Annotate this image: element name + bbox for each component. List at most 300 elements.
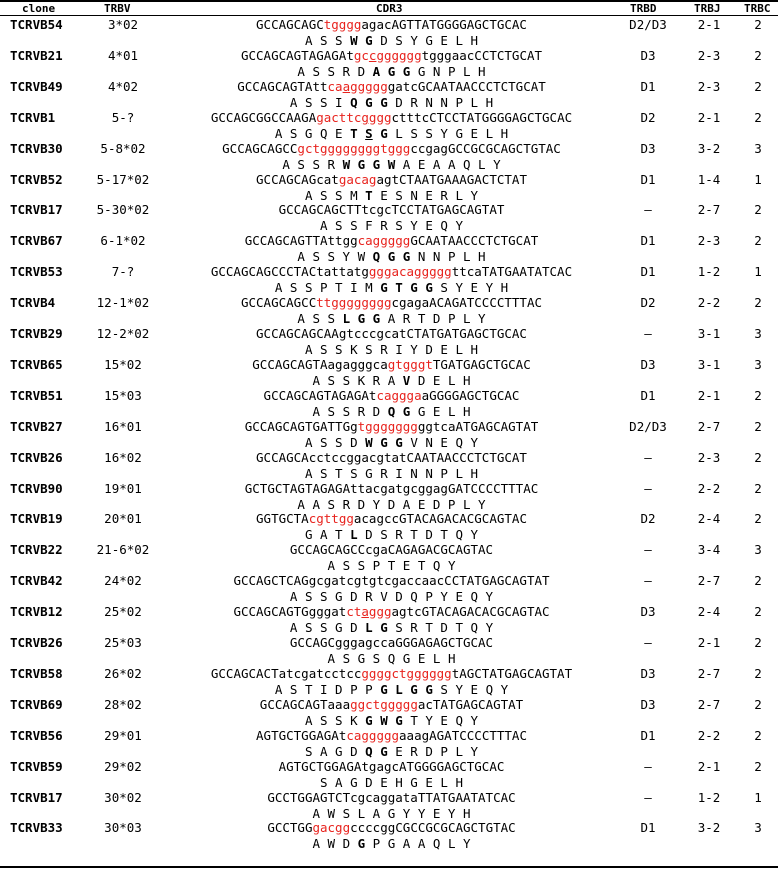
clone-name: TCRVB49 xyxy=(10,78,63,94)
n-region-segment: caggggg xyxy=(357,233,411,249)
trbv-gene: 25*03 xyxy=(104,635,142,650)
trbv-gene: 12-1*02 xyxy=(96,295,150,311)
trbv-gene: 29*01 xyxy=(104,727,142,743)
sequence-segment: GCTGCTAGTAGAGAttacgatgcggagGATCCCCTTTAC xyxy=(244,480,539,496)
cdr3-amino-acid xyxy=(164,775,619,790)
sequence-segment: A S S R D xyxy=(312,403,388,419)
trbd-gene: – xyxy=(644,202,652,218)
n-region-segment: ttgggggggg xyxy=(316,295,392,311)
sequence-segment: aaagAGATCCCCTTTAC xyxy=(399,727,527,743)
trbj-gene: 2-1 xyxy=(697,387,721,403)
trbv-gene: 5-8*02 xyxy=(100,140,146,156)
sequence-segment: AGTGCTGGAGAt xyxy=(256,727,347,743)
cdr3-nucleotide xyxy=(164,326,619,341)
trbc-gene: 3 xyxy=(754,542,762,558)
sequence-segment: acagccGTACAGACACGCAGTAC xyxy=(353,511,527,527)
sequence-segment: agtCTAATGAAAGACTCTAT xyxy=(376,171,527,187)
sequence-segment: A S S D xyxy=(304,434,366,450)
trbc-gene: 2 xyxy=(754,78,762,94)
trbv-gene: 20*01 xyxy=(104,511,142,527)
cdr3-nucleotide xyxy=(164,573,619,588)
sequence-segment: GGTGCTA xyxy=(256,511,309,527)
trbd-gene: – xyxy=(644,758,652,774)
cdr3-amino-acid xyxy=(164,95,619,110)
trbj-gene: 3-2 xyxy=(697,140,721,156)
sequence-segment: tAGCTATGAGCAGTAT xyxy=(451,665,573,681)
sequence-segment: tgggaacCCTCTGCAT xyxy=(421,47,543,63)
sequence-segment: GCCAGCTCAGgcgatcgtgtcgaccaacCCTATGAGCAGTAT xyxy=(233,573,550,589)
trbc-gene: 2 xyxy=(754,604,762,620)
trbv-gene: 15*03 xyxy=(104,387,142,403)
sequence-segment: GCCAGCAGTAGAGAt xyxy=(240,47,354,63)
trbc-gene: 2 xyxy=(754,665,762,681)
sequence-segment: S A G D E H G E L H xyxy=(320,774,463,790)
clone-name: TCRVB21 xyxy=(10,47,63,63)
sequence-segment: GCCAGCAGCCCTACtattatg xyxy=(210,264,369,280)
trbd-gene: D2 xyxy=(640,511,656,527)
sequence-segment: GCCTGGAGTCTcgcaggataTTATGAATATCAC xyxy=(267,789,516,805)
sequence-segment: GCCAGCGGCCAAGA xyxy=(210,109,317,125)
highlighted-residue: G W G xyxy=(365,712,403,728)
trbv-gene: 28*02 xyxy=(104,696,142,712)
cdr3-nucleotide xyxy=(164,357,619,372)
clone-name: TCRVB65 xyxy=(10,356,63,372)
sequence-segment: GCCAGCAGcat xyxy=(256,171,339,187)
trbc-gene: 2 xyxy=(754,418,762,434)
trbc-gene: 2 xyxy=(754,233,762,249)
sequence-segment: A S S F R S Y E Q Y xyxy=(320,218,463,234)
sequence-segment: V N E Q Y xyxy=(402,434,479,450)
sequence-segment: ggtcaATGAGCAGTAT xyxy=(417,418,539,434)
n-region-segment: g xyxy=(361,109,369,125)
trbj-gene: 2-2 xyxy=(697,727,721,743)
trbd-gene: D1 xyxy=(640,387,656,403)
n-region-segment: gacgg xyxy=(312,820,351,836)
trbc-gene: 2 xyxy=(754,635,762,650)
trbv-gene: 25*02 xyxy=(104,604,142,620)
sequence-segment: A S S Y W xyxy=(297,249,373,265)
trbc-gene: 2 xyxy=(754,727,762,743)
cdr3-nucleotide xyxy=(164,450,619,465)
sequence-segment: T Y E Q Y xyxy=(402,712,479,728)
sequence-segment: G A T xyxy=(304,527,351,543)
n-region-segment: ggg xyxy=(368,604,392,620)
clone-name: TCRVB42 xyxy=(10,573,63,589)
sequence-segment: ctttcCTCCTATGGGGAGCTGCAC xyxy=(391,109,573,125)
cdr3-amino-acid xyxy=(164,373,619,388)
highlighted-residue: S xyxy=(365,125,373,141)
trbv-gene: 24*02 xyxy=(104,573,142,589)
sequence-segment: A S T S G R I N N P L H xyxy=(304,465,479,481)
sequence-segment: GCCAGCAGCC xyxy=(240,295,317,311)
highlighted-residue: Q G xyxy=(387,403,411,419)
trbc-gene: 2 xyxy=(754,17,762,32)
trbv-gene: 19*01 xyxy=(104,480,142,496)
sequence-segment: A W S L A G Y Y E Y H xyxy=(312,805,471,821)
sequence-segment: A S S M xyxy=(304,187,366,203)
cdr3-nucleotide xyxy=(164,233,619,248)
cdr3-amino-acid xyxy=(164,311,619,326)
trbc-gene: 2 xyxy=(754,295,762,311)
clone-name: TCRVB33 xyxy=(10,820,63,836)
cdr3-amino-acid xyxy=(164,713,619,728)
trbj-gene: 2-2 xyxy=(697,295,721,311)
cdr3-nucleotide xyxy=(164,295,619,310)
trbv-gene: 26*02 xyxy=(104,665,142,681)
sequence-segment: GCCAGCAGCAAgtcccgcatCTATGATGAGCTGCAC xyxy=(256,326,527,341)
sequence-segment: GCCAGCAGTaaa xyxy=(259,696,351,712)
trbd-gene: – xyxy=(644,542,652,558)
trbj-gene: 2-3 xyxy=(697,449,721,465)
sequence-segment: A S S G D xyxy=(289,620,366,636)
highlighted-residue: T xyxy=(365,187,373,203)
trbd-gene: D2 xyxy=(640,109,656,125)
highlighted-residue: G L G G xyxy=(380,681,433,697)
trbv-gene: 30*02 xyxy=(104,789,142,805)
highlighted-residue: V xyxy=(402,372,411,388)
clone-name: TCRVB26 xyxy=(10,449,63,465)
cdr3-nucleotide xyxy=(164,48,619,63)
n-region-segment: a xyxy=(342,78,351,94)
sequence-segment: A A S R D Y D A E D P L Y xyxy=(297,496,486,512)
trbj-gene: 2-1 xyxy=(697,17,721,32)
cdr3-amino-acid xyxy=(164,558,619,573)
sequence-segment: D S Y G E L H xyxy=(372,33,479,48)
trbj-gene: 1-4 xyxy=(697,171,721,187)
sequence-segment: G E L H xyxy=(410,403,471,419)
trbd-gene: D1 xyxy=(640,233,656,249)
clone-name: TCRVB67 xyxy=(10,233,63,249)
cdr3-amino-acid xyxy=(164,527,619,542)
trbv-gene: 3*02 xyxy=(107,17,139,32)
cdr3-amino-acid xyxy=(164,404,619,419)
n-region-segment: gggacaggggg xyxy=(368,264,452,280)
n-region-segment: tgggg xyxy=(323,17,362,32)
clone-name: TCRVB30 xyxy=(10,140,63,156)
clone-name: TCRVB59 xyxy=(10,758,63,774)
cdr3-nucleotide xyxy=(164,388,619,403)
sequence-segment: ttcaTATGAATATCAC xyxy=(451,264,573,280)
clone-name: TCRVB58 xyxy=(10,665,63,681)
sequence-segment: agtcGTACAGACACGCAGTAC xyxy=(391,604,550,620)
header-trbc: TRBC xyxy=(744,2,771,15)
sequence-segment: D E L H xyxy=(410,372,471,388)
highlighted-residue: G xyxy=(372,125,388,141)
sequence-segment: S R T D T Q Y xyxy=(387,620,494,636)
trbv-gene: 12-2*02 xyxy=(96,326,150,341)
sequence-segment: GCCAGCAGTTAttgg xyxy=(244,233,358,249)
sequence-segment: GCCTGG xyxy=(267,820,313,836)
sequence-segment: A R T D P L Y xyxy=(380,311,486,327)
cdr3-nucleotide xyxy=(164,481,619,496)
trbd-gene: D1 xyxy=(640,171,656,187)
trbc-gene: 1 xyxy=(754,171,762,187)
trbj-gene: 2-1 xyxy=(697,635,721,650)
sequence-segment: GCCAGCAcctccggacgtatCAATAACCCTCTGCAT xyxy=(256,449,527,465)
trbc-gene: 2 xyxy=(754,696,762,712)
sequence-segment: aGGGGAGCTGCAC xyxy=(421,387,520,403)
trbj-gene: 1-2 xyxy=(697,264,721,280)
trbj-gene: 2-2 xyxy=(697,480,721,496)
sequence-segment: GCCAGCAGCC xyxy=(222,140,298,156)
sequence-segment: cgagaACAGATCCCCTTTAC xyxy=(391,295,543,311)
clone-name: TCRVB51 xyxy=(10,387,63,403)
cdr3-nucleotide xyxy=(164,790,619,805)
sequence-segment: L S S Y G E L H xyxy=(387,125,509,141)
cdr3-amino-acid xyxy=(164,497,619,512)
cdr3-nucleotide xyxy=(164,264,619,279)
cdr3-amino-acid xyxy=(164,620,619,635)
trbv-gene: 7-? xyxy=(111,264,135,280)
sequence-segment: S A G D xyxy=(304,743,366,759)
trbc-gene: 2 xyxy=(754,449,762,465)
trbd-gene: – xyxy=(644,480,652,496)
cdr3-nucleotide xyxy=(164,759,619,774)
clone-name: TCRVB17 xyxy=(10,789,63,805)
sequence-segment: D S R T D T Q Y xyxy=(357,527,479,543)
sequence-segment: GCCAGCAGC xyxy=(256,17,324,32)
n-region-segment: gacag xyxy=(338,171,377,187)
trbc-gene: 2 xyxy=(754,480,762,496)
n-region-segment: gggggg xyxy=(376,47,422,63)
trbc-gene: 2 xyxy=(754,758,762,774)
header-cdr3: CDR3 xyxy=(376,2,403,15)
sequence-segment: A S S xyxy=(304,33,351,48)
highlighted-residue: W G G W xyxy=(342,156,396,172)
sequence-segment: gatcGCAATAACCCTCTGCAT xyxy=(387,78,546,94)
sequence-segment: AGTGCTGGAGAtgagcATGGGGAGCTGCAC xyxy=(278,758,505,774)
trbc-gene: 2 xyxy=(754,511,762,527)
trbj-gene: 2-7 xyxy=(697,202,721,218)
clone-name: TCRVB26 xyxy=(10,635,63,650)
trbv-gene: 5-30*02 xyxy=(96,202,150,218)
cdr3-nucleotide xyxy=(164,172,619,187)
trbd-gene: D2 xyxy=(640,295,656,311)
cdr3-amino-acid xyxy=(164,651,619,666)
cdr3-nucleotide xyxy=(164,666,619,681)
cdr3-amino-acid xyxy=(164,435,619,450)
cdr3-nucleotide xyxy=(164,635,619,650)
highlighted-residue: L G G xyxy=(342,311,381,327)
sequence-segment: A S S R D xyxy=(297,63,373,79)
cdr3-amino-acid xyxy=(164,806,619,821)
clone-name: TCRVB17 xyxy=(10,202,63,218)
sequence-segment: E S N E R L Y xyxy=(372,187,479,203)
clone-name: TCRVB69 xyxy=(10,696,63,712)
n-region-segment: ggggctgggggg xyxy=(361,665,452,681)
n-region-segment: ggctggggg xyxy=(350,696,418,712)
trbj-gene: 3-2 xyxy=(697,820,721,836)
highlighted-residue: W G G xyxy=(365,434,403,450)
clone-name: TCRVB27 xyxy=(10,418,63,434)
header-trbd: TRBD xyxy=(630,2,657,15)
clone-name: TCRVB22 xyxy=(10,542,63,558)
trbd-gene: – xyxy=(644,789,652,805)
trbj-gene: 2-4 xyxy=(697,604,721,620)
sequence-segment: A S S R xyxy=(282,156,343,172)
sequence-segment: GCCAGCAGTAtt xyxy=(237,78,328,94)
sequence-segment: GCCAGCAGTGgggat xyxy=(233,604,347,620)
trbc-gene: 2 xyxy=(754,202,762,218)
trbd-gene: D1 xyxy=(640,727,656,743)
n-region-segment: a xyxy=(361,604,369,620)
n-region-segment: tggggggg xyxy=(357,418,418,434)
cdr3-amino-acid xyxy=(164,466,619,481)
sequence-segment: E R D P L Y xyxy=(387,743,479,759)
sequence-segment: A S G Q E xyxy=(274,125,351,141)
trbj-gene: 2-3 xyxy=(697,233,721,249)
sequence-segment: S Y E Q Y xyxy=(432,681,509,697)
n-region-segment: gacttc xyxy=(316,109,362,125)
highlighted-residue: L xyxy=(350,527,358,543)
n-region-segment: ct xyxy=(346,604,362,620)
cdr3-nucleotide xyxy=(164,110,619,125)
clone-name: TCRVB52 xyxy=(10,171,63,187)
trbc-gene: 2 xyxy=(754,47,762,63)
trbd-gene: D3 xyxy=(640,604,656,620)
trbc-gene: 2 xyxy=(754,109,762,125)
clone-name: TCRVB12 xyxy=(10,604,63,620)
sequence-segment: A S S xyxy=(297,311,343,327)
highlighted-residue: Q G G xyxy=(350,94,388,110)
bottom-rule xyxy=(0,866,778,868)
trbd-gene: D1 xyxy=(640,78,656,94)
trbd-gene: – xyxy=(644,449,652,465)
highlighted-residue: T xyxy=(350,125,366,141)
sequence-segment: N N P L H xyxy=(410,249,486,265)
sequence-segment: ccccggCGCCGCGCAGCTGTAC xyxy=(350,820,516,836)
trbv-gene: 6-1*02 xyxy=(100,233,146,249)
trbd-gene: D3 xyxy=(640,665,656,681)
clone-name: TCRVB19 xyxy=(10,511,63,527)
trbv-gene: 15*02 xyxy=(104,356,142,372)
sequence-segment: A S T I D P P xyxy=(274,681,381,697)
n-region-segment: c xyxy=(368,47,377,63)
trbj-gene: 2-7 xyxy=(697,573,721,589)
clone-name: TCRVB29 xyxy=(10,326,63,341)
highlighted-residue: G T G G xyxy=(380,280,433,296)
highlighted-residue: Q G xyxy=(365,743,388,759)
trbd-gene: – xyxy=(644,326,652,341)
sequence-segment: P G A A Q L Y xyxy=(365,836,471,852)
trbd-gene: – xyxy=(644,573,652,589)
trbd-gene: D2/D3 xyxy=(629,418,667,434)
sequence-segment: TGATGAGCTGCAC xyxy=(432,356,531,372)
trbc-gene: 1 xyxy=(754,264,762,280)
cdr3-amino-acid xyxy=(164,218,619,233)
header-clone: clone xyxy=(22,2,56,15)
trbd-gene: D3 xyxy=(640,356,656,372)
highlighted-residue: L G xyxy=(365,620,388,636)
trbj-gene: 2-1 xyxy=(697,109,721,125)
trbj-gene: 2-3 xyxy=(697,78,721,94)
sequence-segment: A E A A Q L Y xyxy=(395,156,501,172)
trbv-gene: 4*02 xyxy=(107,78,139,94)
cdr3-amino-acid xyxy=(164,126,619,141)
trbd-gene: D2/D3 xyxy=(629,17,667,32)
cdr3-amino-acid xyxy=(164,744,619,759)
cdr3-amino-acid xyxy=(164,64,619,79)
n-region-segment: ggg xyxy=(368,109,392,125)
sequence-segment: agacAGTTATGGGGAGCTGCAC xyxy=(361,17,527,32)
clone-name: TCRVB4 xyxy=(10,295,56,311)
cdr3-nucleotide xyxy=(164,820,619,835)
sequence-segment: A W D xyxy=(312,836,358,852)
cdr3-amino-acid xyxy=(164,249,619,264)
cdr3-amino-acid xyxy=(164,188,619,203)
trbj-gene: 3-1 xyxy=(697,326,721,341)
n-region-segment: caggggg xyxy=(346,727,400,743)
cdr3-nucleotide xyxy=(164,728,619,743)
n-region-segment: ggggg xyxy=(350,78,388,94)
cdr3-nucleotide xyxy=(164,697,619,712)
trbj-gene: 3-1 xyxy=(697,356,721,372)
trbj-gene: 3-4 xyxy=(697,542,721,558)
cdr3-nucleotide xyxy=(164,604,619,619)
sequence-segment: A S S K xyxy=(304,712,366,728)
cdr3-amino-acid xyxy=(164,342,619,357)
sequence-segment: G N P L H xyxy=(410,63,486,79)
trbj-gene: 2-7 xyxy=(697,665,721,681)
sequence-segment: GCCAGCAGTAGAGAt xyxy=(263,387,377,403)
trbd-gene: D1 xyxy=(640,264,656,280)
trbc-gene: 3 xyxy=(754,356,762,372)
sequence-segment: GCCAGCAGTAagagggca xyxy=(252,356,388,372)
sequence-segment: A S S P T I M xyxy=(274,280,381,296)
sequence-segment: A S S K S R I Y D E L H xyxy=(304,342,479,357)
trbj-gene: 2-7 xyxy=(697,418,721,434)
clone-name: TCRVB53 xyxy=(10,264,63,280)
trbc-gene: 3 xyxy=(754,820,762,836)
sequence-segment: GCCAGCAGCCcgaCAGAGACGCAGTAC xyxy=(289,542,494,558)
trbv-gene: 29*02 xyxy=(104,758,142,774)
cdr3-nucleotide xyxy=(164,542,619,557)
trbc-gene: 2 xyxy=(754,573,762,589)
header-trbj: TRBJ xyxy=(694,2,721,15)
sequence-segment: GCCAGCgggagccaGGGAGAGCTGCAC xyxy=(289,635,494,650)
cdr3-nucleotide xyxy=(164,419,619,434)
highlighted-residue: A G G xyxy=(372,63,411,79)
trbc-gene: 3 xyxy=(754,326,762,341)
n-region-segment: gtgggt xyxy=(387,356,433,372)
cdr3-amino-acid xyxy=(164,836,619,851)
cdr3-nucleotide xyxy=(164,141,619,156)
trbv-gene: 5-17*02 xyxy=(96,171,150,187)
sequence-segment: A S S G D R V D Q P Y E Q Y xyxy=(289,589,494,605)
cdr3-nucleotide xyxy=(164,511,619,526)
trbc-gene: 2 xyxy=(754,387,762,403)
trbc-gene: 1 xyxy=(754,789,762,805)
trbv-gene: 5-? xyxy=(111,109,135,125)
cdr3-amino-acid xyxy=(164,157,619,172)
trbd-gene: D1 xyxy=(640,820,656,836)
cdr3-amino-acid xyxy=(164,589,619,604)
trbj-gene: 1-2 xyxy=(697,789,721,805)
header-trbv: TRBV xyxy=(104,2,131,15)
trbv-gene: 4*01 xyxy=(107,47,139,63)
trbd-gene: D3 xyxy=(640,696,656,712)
highlighted-residue: Q G G xyxy=(372,249,411,265)
sequence-segment: A S S P T E T Q Y xyxy=(327,558,456,574)
sequence-segment: ccgagGCCGCGCAGCTGTAC xyxy=(410,140,561,156)
n-region-segment: ca xyxy=(327,78,343,94)
sequence-segment: S Y E Y H xyxy=(432,280,509,296)
cdr3-nucleotide xyxy=(164,79,619,94)
trbc-gene: 3 xyxy=(754,140,762,156)
cdr3-amino-acid xyxy=(164,33,619,48)
trbj-gene: 2-1 xyxy=(697,758,721,774)
sequence-segment: GCCAGCACTatcgatcctcc xyxy=(210,665,362,681)
